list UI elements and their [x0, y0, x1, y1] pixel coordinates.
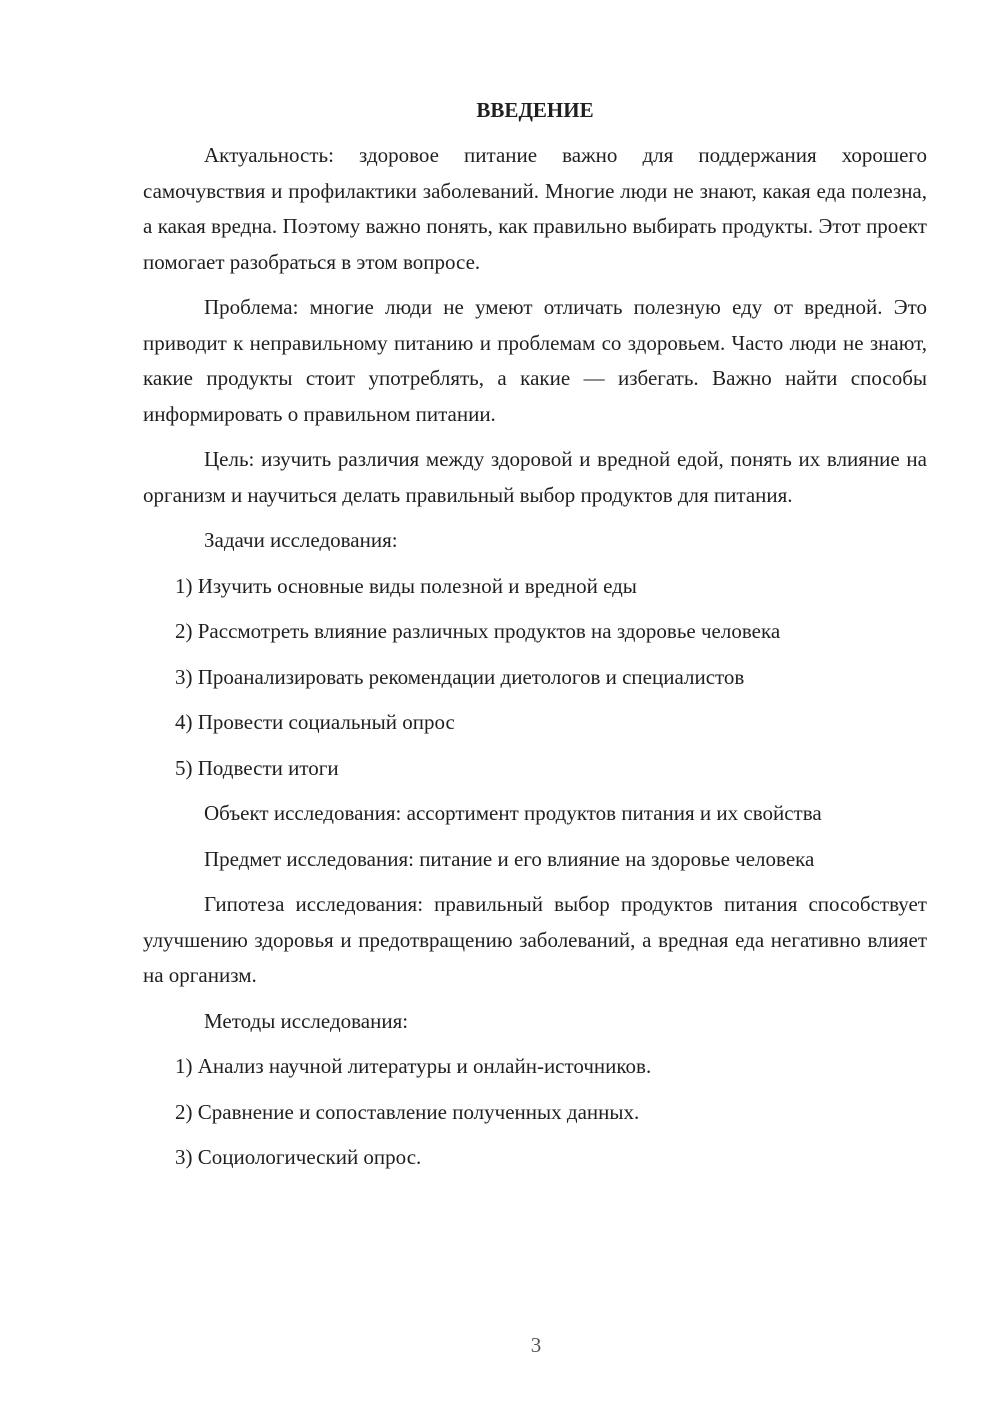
section-title: ВВЕДЕНИЕ [476, 98, 594, 122]
methods-heading: Методы исследования: [204, 1008, 409, 1033]
task-item: 1) Изучить основные виды полезной и вредной еды [175, 573, 637, 598]
paragraph-object: Объект исследования: ассортимент продуктов питания и их свойства [204, 801, 822, 825]
methods-list [143, 1049, 927, 1176]
paragraph-problem: Проблема: многие люди не умеют отличать полезную еду от вредной. Это приводит к неправильному питанию и проблемам со здоровьем. Часто люди не знают, какие продукты стоит употреблять, а какие — избегать. Важно найти способы информировать о правильном питании. [143, 295, 927, 426]
paragraph-relevance: Актуальность: здоровое питание важно для поддержания хорошего самочувствия и профилактики заболеваний. Многие люди не знают, какая еда полезна, а какая вредна. Поэтому важно понять, как правильно выбирать продукты. Этот проект помогает разобраться в этом вопросе. [143, 143, 927, 274]
tasks-list [143, 569, 927, 787]
task-item: 4) Провести социальный опрос [175, 710, 455, 734]
task-item: 5) Подвести итоги [175, 755, 339, 780]
method-item: 3) Социологический опрос. [175, 1145, 422, 1169]
page-number: 3 [530, 1333, 542, 1357]
tasks-heading: Задачи исследования: [204, 528, 398, 552]
paragraph-hypothesis: Гипотеза исследования: правильный выбор продуктов питания способствует улучшению здоровья и предотвращению заболеваний, а вредная еда негативно влияет на организм. [143, 892, 927, 987]
method-item: 1) Анализ научной литературы и онлайн-источников. [175, 1054, 652, 1078]
task-item: 3) Проанализировать рекомендации диетологов и специалистов [175, 664, 745, 689]
task-item: 2) Рассмотреть влияние различных продуктов на здоровье человека [175, 619, 781, 643]
method-item: 2) Сравнение и сопоставление полученных данных. [175, 1099, 640, 1124]
page-content [143, 96, 927, 1186]
paragraph-goal: Цель: изучить различия между здоровой и вредной едой, понять их влияние на организм и научиться делать правильный выбор продуктов для питания. [143, 447, 927, 507]
paragraph-subject: Предмет исследования: питание и его влияние на здоровье человека [204, 846, 815, 871]
